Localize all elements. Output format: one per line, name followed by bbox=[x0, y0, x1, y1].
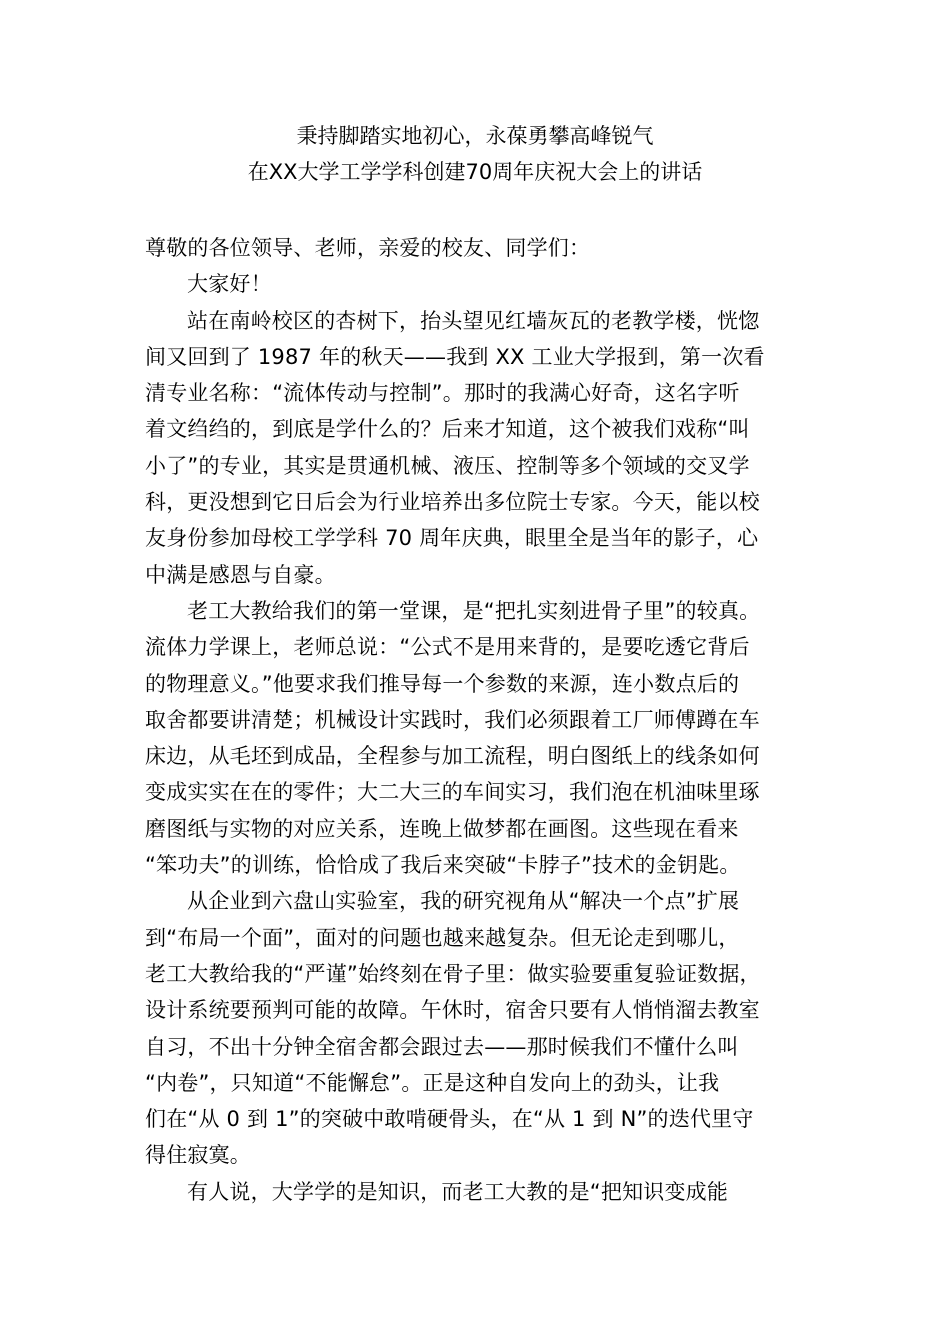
text-line: 间又回到了 1987 年的秋天——我到 XX 工业大学报到，第一次看 bbox=[145, 344, 765, 369]
title-block bbox=[0, 118, 950, 190]
text-line: 中满是感恩与自豪。 bbox=[145, 562, 336, 587]
text-line: 的物理意义。”他要求我们推导每一个参数的来源，连小数点后的 bbox=[145, 671, 740, 696]
text-line: 科，更没想到它日后会为行业培养出多位院士专家。今天，能以校 bbox=[145, 490, 760, 515]
text-line: 从企业到六盘山实验室，我的研究视角从“解决一个点”扩展 bbox=[187, 889, 740, 914]
text-line: 清专业名称：“流体传动与控制”。那时的我满心好奇，这名字听 bbox=[145, 381, 740, 406]
text-line: “内卷”，只知道“不能懈怠”。正是这种自发向上的劲头，让我 bbox=[145, 1070, 720, 1095]
text-line: 磨图纸与实物的对应关系，连晚上做梦都在画图。这些现在看来 bbox=[145, 816, 739, 841]
text-line: 设计系统要预判可能的故障。午休时，宿舍只要有人悄悄溜去教室 bbox=[145, 998, 760, 1023]
text-line: 有人说，大学学的是知识，而老工大教的是“把知识变成能 bbox=[187, 1179, 729, 1204]
text-line: 到“布局一个面”，面对的问题也越来越复杂。但无论走到哪儿， bbox=[145, 925, 740, 950]
text-line: 自习，不出十分钟全宿舍都会跟过去——那时候我们不懂什么叫 bbox=[145, 1034, 739, 1059]
text-line: 尊敬的各位领导、老师，亲爱的校友、同学们： bbox=[145, 236, 591, 260]
text-line: 床边，从毛坯到成品，全程参与加工流程，明白图纸上的线条如何 bbox=[145, 744, 760, 769]
document-subtitle: 在XX大学工学学科创建70周年庆祝大会上的讲话 bbox=[247, 160, 703, 184]
text-line: 变成实实在在的零件；大二大三的车间实习，我们泡在机油味里琢 bbox=[145, 780, 760, 805]
text-line: 大家好！ bbox=[187, 272, 272, 297]
speech-body bbox=[145, 230, 825, 1210]
text-line: 得住寂寞。 bbox=[145, 1143, 251, 1168]
text-line: 着文绉绉的，到底是学什么的？后来才知道，这个被我们戏称“叫 bbox=[145, 417, 750, 442]
document-title: 秉持脚踏实地初心，永葆勇攀高峰锐气 bbox=[296, 124, 654, 148]
text-line: 老工大教给我的“严谨”始终刻在骨子里：做实验要重复验证数据， bbox=[145, 961, 761, 986]
text-line: 取舍都要讲清楚；机械设计实践时，我们必须跟着工厂师傅蹲在车 bbox=[145, 707, 760, 732]
text-line: “笨功夫”的训练，恰恰成了我后来突破“卡脖子”技术的金钥匙。 bbox=[145, 853, 741, 878]
text-line: 流体力学课上，老师总说：“公式不是用来背的，是要吃透它背后 bbox=[145, 635, 750, 660]
text-line: 小了”的专业，其实是贯通机械、液压、控制等多个领域的交叉学 bbox=[145, 453, 750, 478]
text-line: 站在南岭校区的杏树下，抬头望见红墙灰瓦的老教学楼，恍惚 bbox=[187, 308, 760, 333]
text-line: 们在“从 0 到 1”的突破中敢啃硬骨头，在“从 1 到 N”的迭代里守 bbox=[145, 1107, 754, 1132]
text-line: 友身份参加母校工学学科 70 周年庆典，眼里全是当年的影子，心 bbox=[145, 526, 759, 551]
text-line: 老工大教给我们的第一堂课，是“把扎实刻进骨子里”的较真。 bbox=[187, 598, 761, 623]
